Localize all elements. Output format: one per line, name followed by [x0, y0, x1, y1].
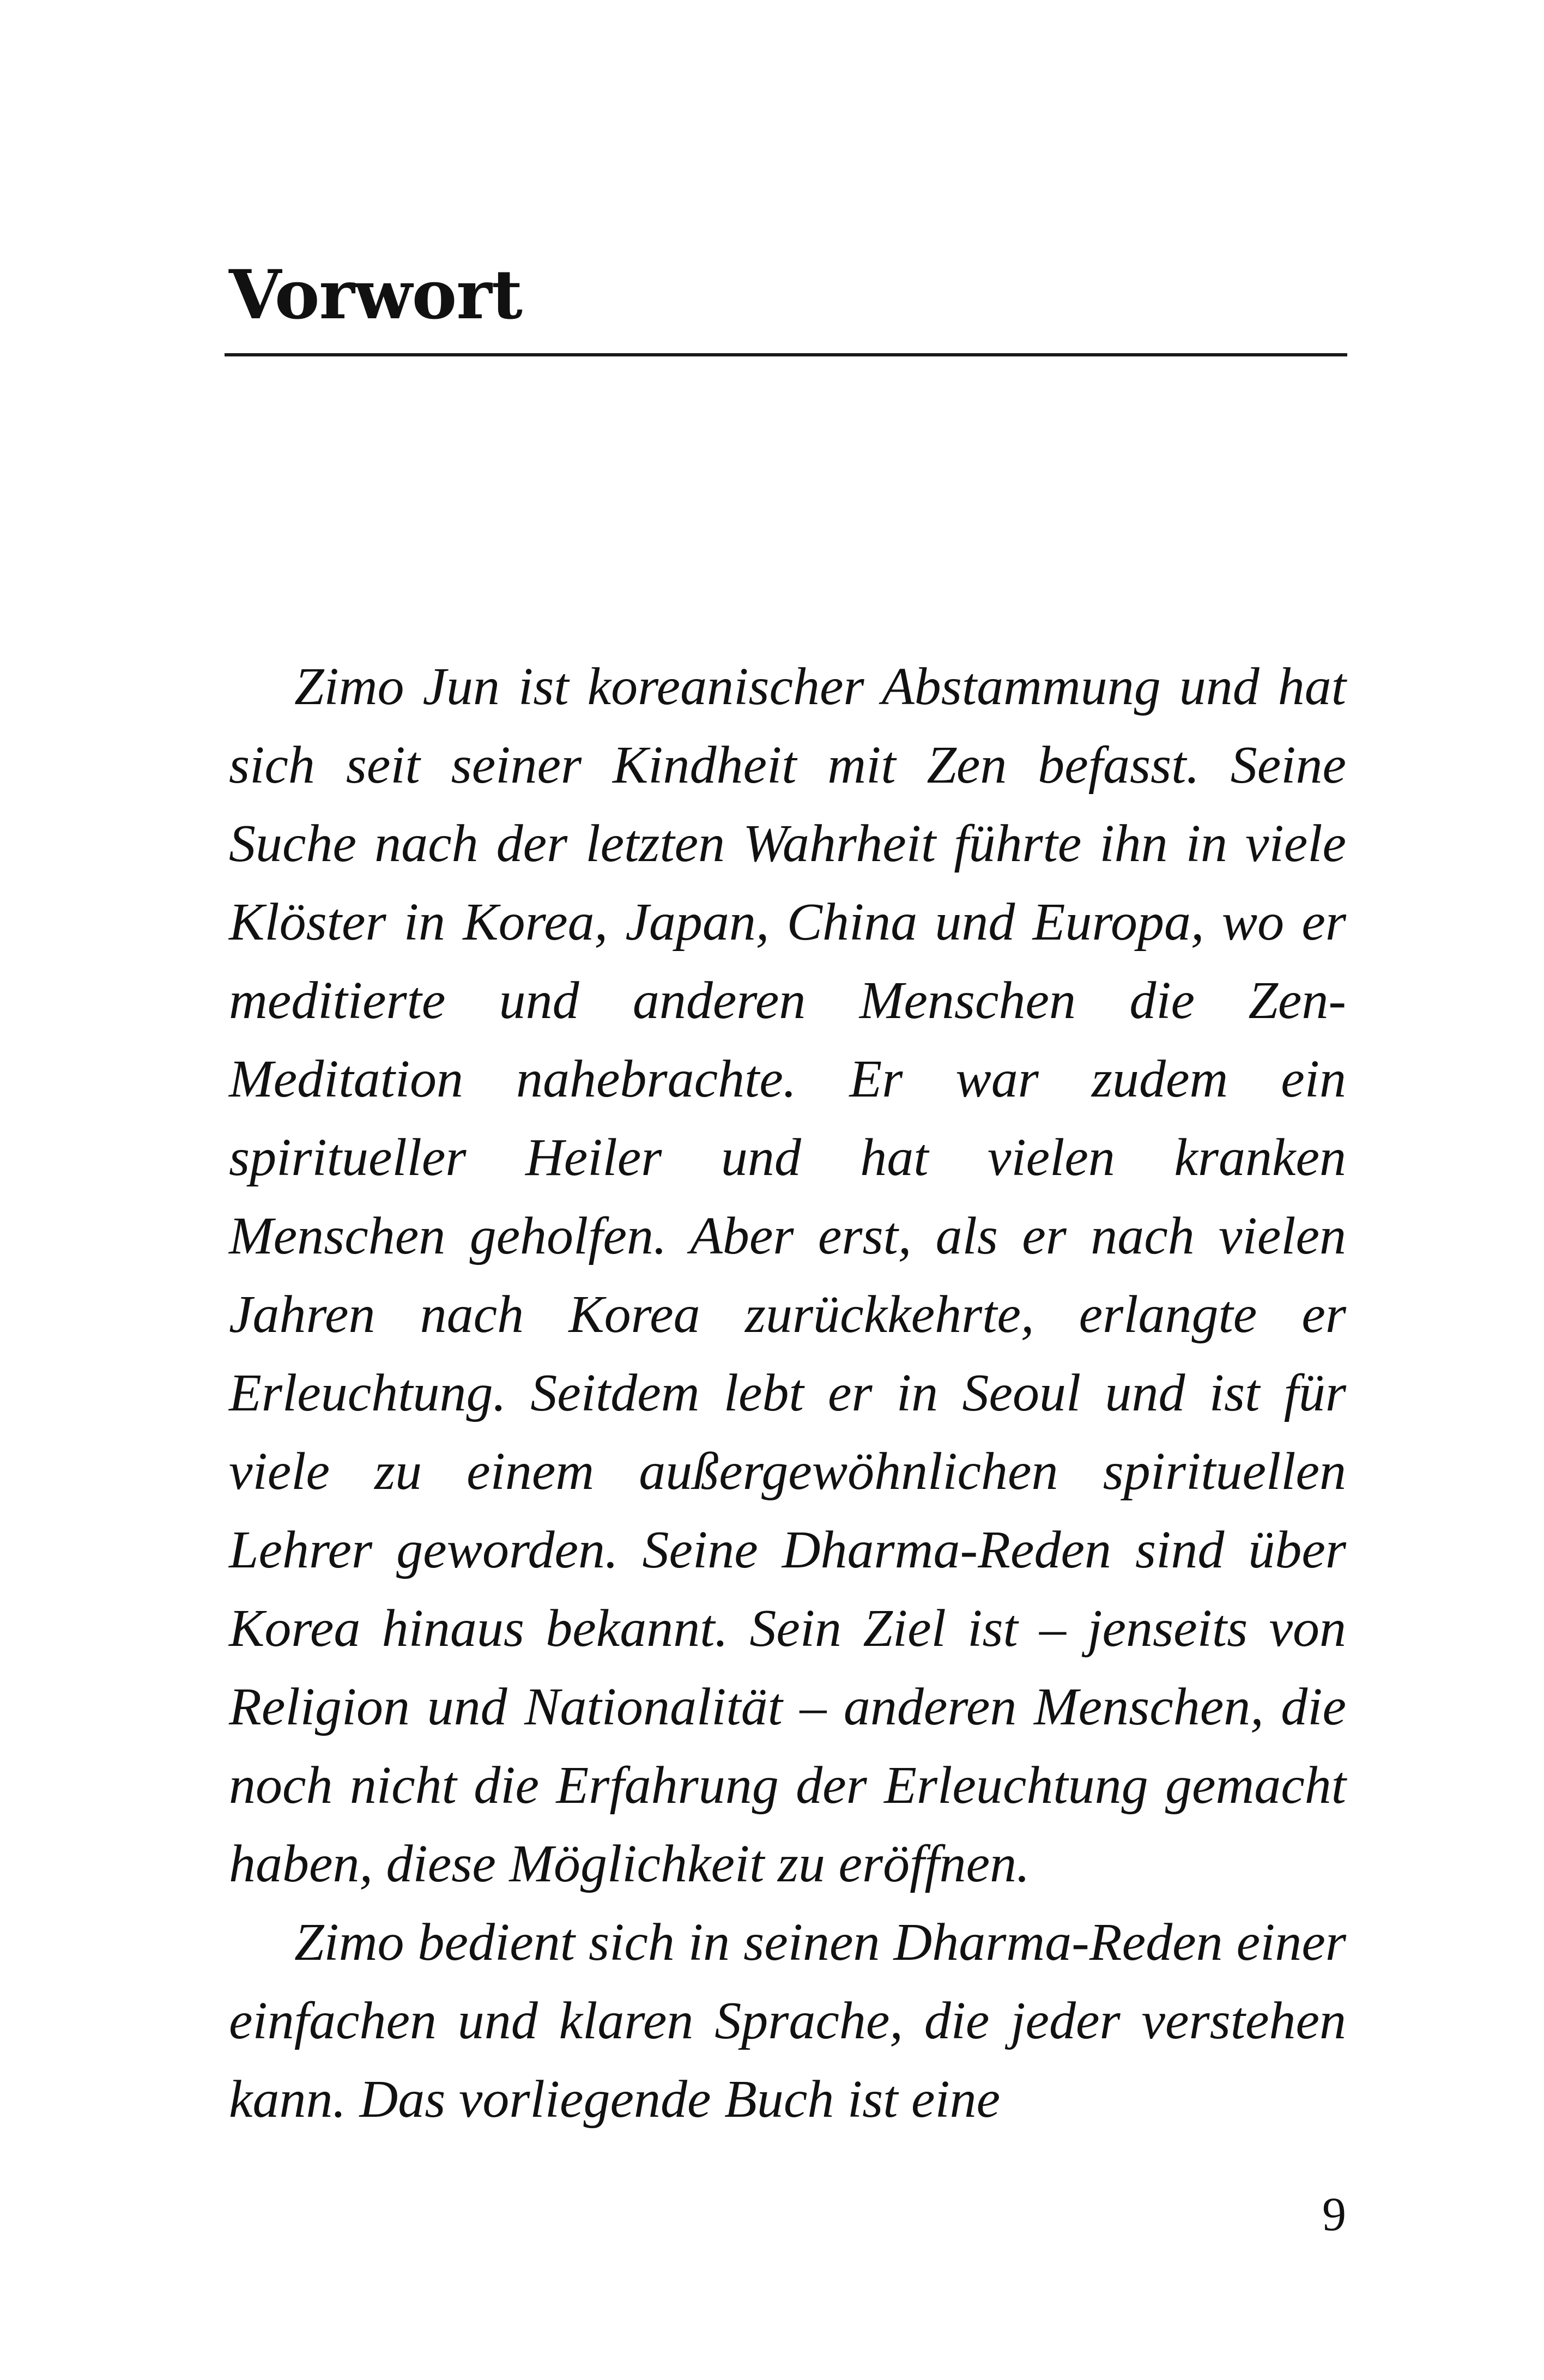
chapter-heading: Vorwort — [229, 256, 522, 335]
heading-rule — [225, 353, 1347, 356]
page-number: 9 — [1322, 2188, 1346, 2241]
paragraph-2: Zimo bedient sich in seinen Dharma-Reden einer einfachen und klaren Sprache, die jeder verstehen kann. Das vorliegende Buch ist eine — [229, 1913, 1346, 2129]
body-text — [229, 647, 1346, 2139]
paragraph-1: Zimo Jun ist koreanischer Abstammung und hat sich seit seiner Kindheit mit Zen befasst. Seine Suche nach der letzten Wahrheit führte ihn in viele Klöster in Korea, Japan, China und Europa, wo er meditierte und anderen Menschen die Zen-Meditation nahebrachte. Er war zudem ein spiritueller Heiler und hat vielen kranken Menschen geholfen. Aber erst, als er nach vielen Jahren nach Korea zurückkehrte, erlangte er Erleuchtung. Seitdem lebt er in Seoul und ist für viele zu einem außergewöhnlichen spirituellen Lehrer geworden. Seine Dharma-Reden sind über Korea hinaus bekannt. Sein Ziel ist – jenseits von Religion und Nationalität – anderen Menschen, die noch nicht die Erfahrung der Erleuchtung gemacht haben, diese Möglichkeit zu eröffnen. — [229, 657, 1346, 1893]
